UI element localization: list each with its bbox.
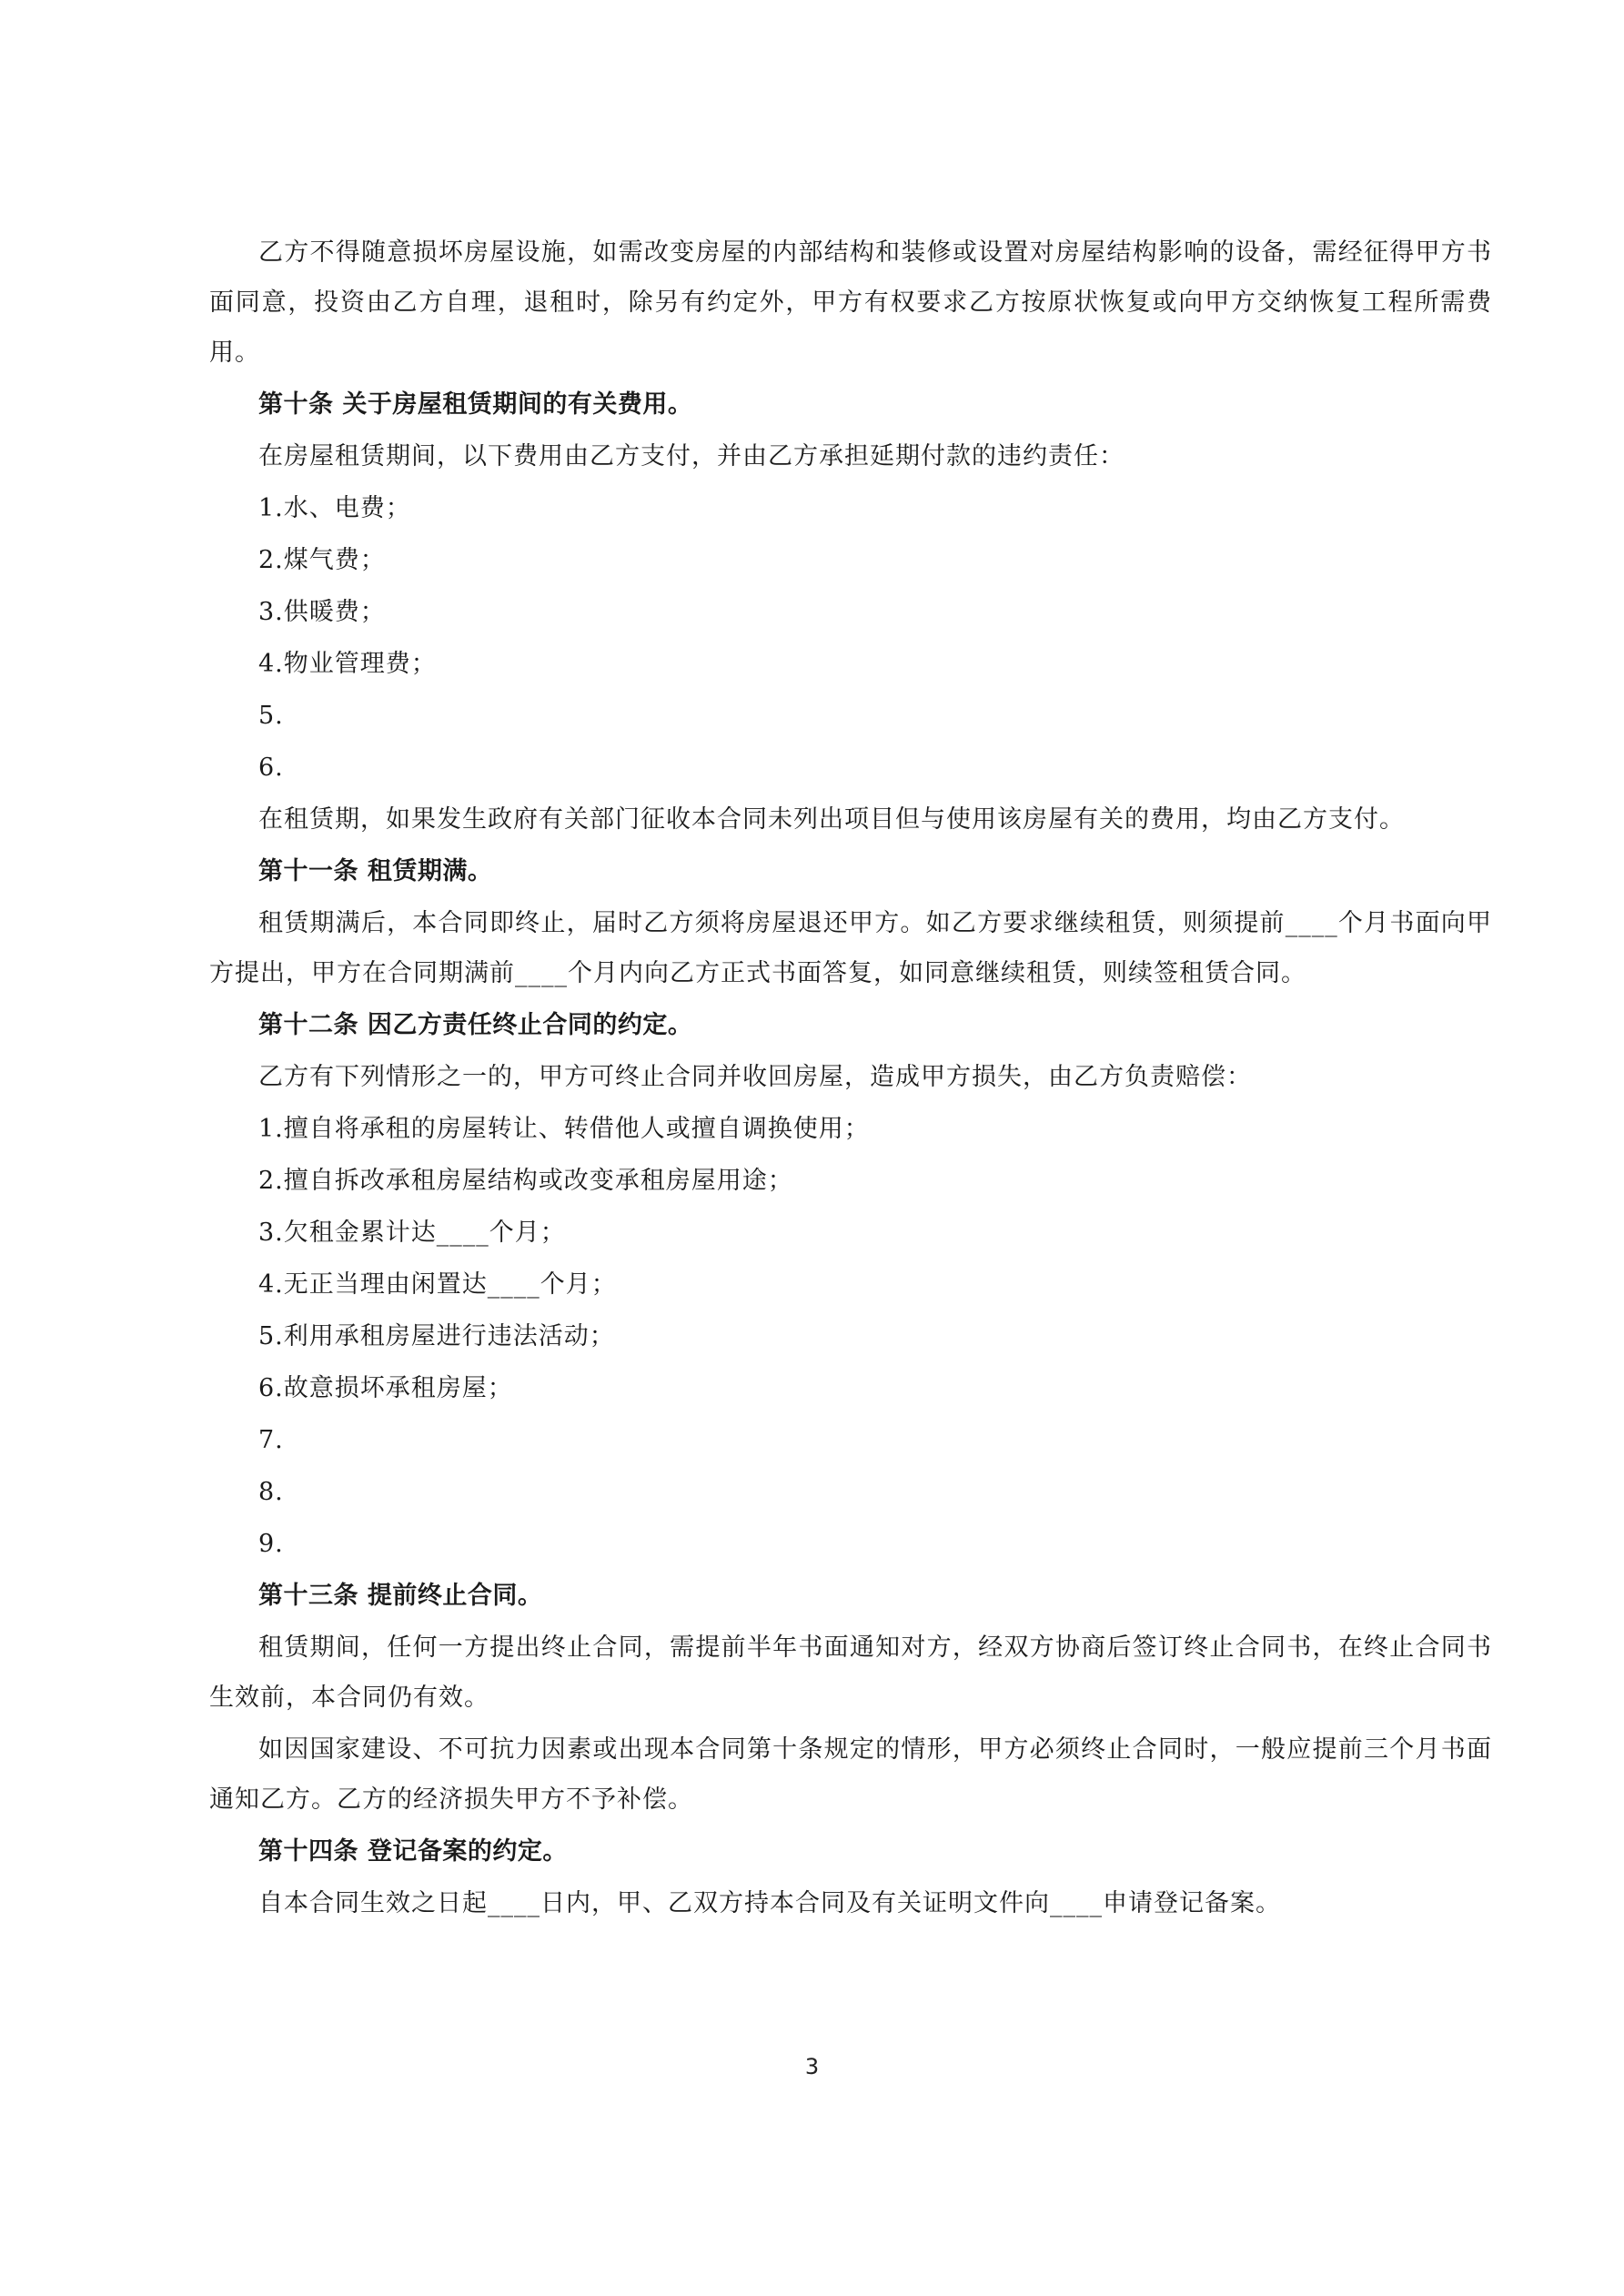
list-item: 2.擅自拆改承租房屋结构或改变承租房屋用途； <box>258 1167 793 1195</box>
list-item: 4.物业管理费； <box>258 650 437 678</box>
page-number: 3 <box>804 2054 820 2079</box>
paragraph: 乙方有下列情形之一的，甲方可终止合同并收回房屋，造成甲方损失，由乙方负责赔偿： <box>258 1063 1252 1091</box>
paragraph: 租赁期间，任何一方提出终止合同，需提前半年书面通知对方，经双方协商后签订终止合同书，在终止合同书生效前，本合同仍有效。 <box>209 1633 1492 1712</box>
section-heading-14: 第十四条 登记备案的约定。 <box>258 1837 568 1866</box>
section-heading-10: 第十条 关于房屋租赁期间的有关费用。 <box>258 390 693 419</box>
section-heading-11: 第十一条 租赁期满。 <box>258 857 493 885</box>
paragraph: 自本合同生效之日起____日内，甲、乙双方持本合同及有关证明文件向____申请登记备案。 <box>258 1889 1281 1917</box>
list-item: 1.水、电费； <box>258 494 411 522</box>
list-item: 8. <box>258 1478 284 1506</box>
document-body <box>209 228 1492 1928</box>
list-item: 1.擅自将承租的房屋转让、转借他人或擅自调换使用； <box>258 1115 870 1143</box>
paragraph: 乙方不得随意损坏房屋设施，如需改变房屋的内部结构和装修或设置对房屋结构影响的设备，需经征得甲方书面同意，投资由乙方自理，退租时，除另有约定外，甲方有权要求乙方按原状恢复或向甲方交纳恢复工程所需费用。 <box>209 238 1492 367</box>
list-item: 5.利用承租房屋进行违法活动； <box>258 1322 615 1350</box>
paragraph: 租赁期满后，本合同即终止，届时乙方须将房屋退还甲方。如乙方要求继续租赁，则须提前____个月书面向甲方提出，甲方在合同期满前____个月内向乙方正式书面答复，如同意继续租赁，则续签租赁合同。 <box>209 909 1492 987</box>
list-item: 4.无正当理由闲置达____个月； <box>258 1270 617 1299</box>
section-heading-13: 第十三条 提前终止合同。 <box>258 1582 543 1610</box>
list-item: 3.欠租金累计达____个月； <box>258 1219 566 1247</box>
paragraph: 在租赁期，如果发生政府有关部门征收本合同未列出项目但与使用该房屋有关的费用，均由乙方支付。 <box>258 805 1405 834</box>
list-item: 6.故意损坏承租房屋； <box>258 1374 513 1402</box>
list-item: 2.煤气费； <box>258 546 386 574</box>
list-item: 6. <box>258 754 284 782</box>
list-item: 9. <box>258 1530 284 1558</box>
list-item: 5. <box>258 702 284 730</box>
paragraph: 如因国家建设、不可抗力因素或出现本合同第十条规定的情形，甲方必须终止合同时，一般应提前三个月书面通知乙方。乙方的经济损失甲方不予补偿。 <box>209 1735 1492 1814</box>
list-item: 7. <box>258 1426 284 1454</box>
list-item: 3.供暖费； <box>258 598 386 626</box>
paragraph: 在房屋租赁期间，以下费用由乙方支付，并由乙方承担延期付款的违约责任： <box>258 442 1125 470</box>
section-heading-12: 第十二条 因乙方责任终止合同的约定。 <box>258 1011 693 1039</box>
